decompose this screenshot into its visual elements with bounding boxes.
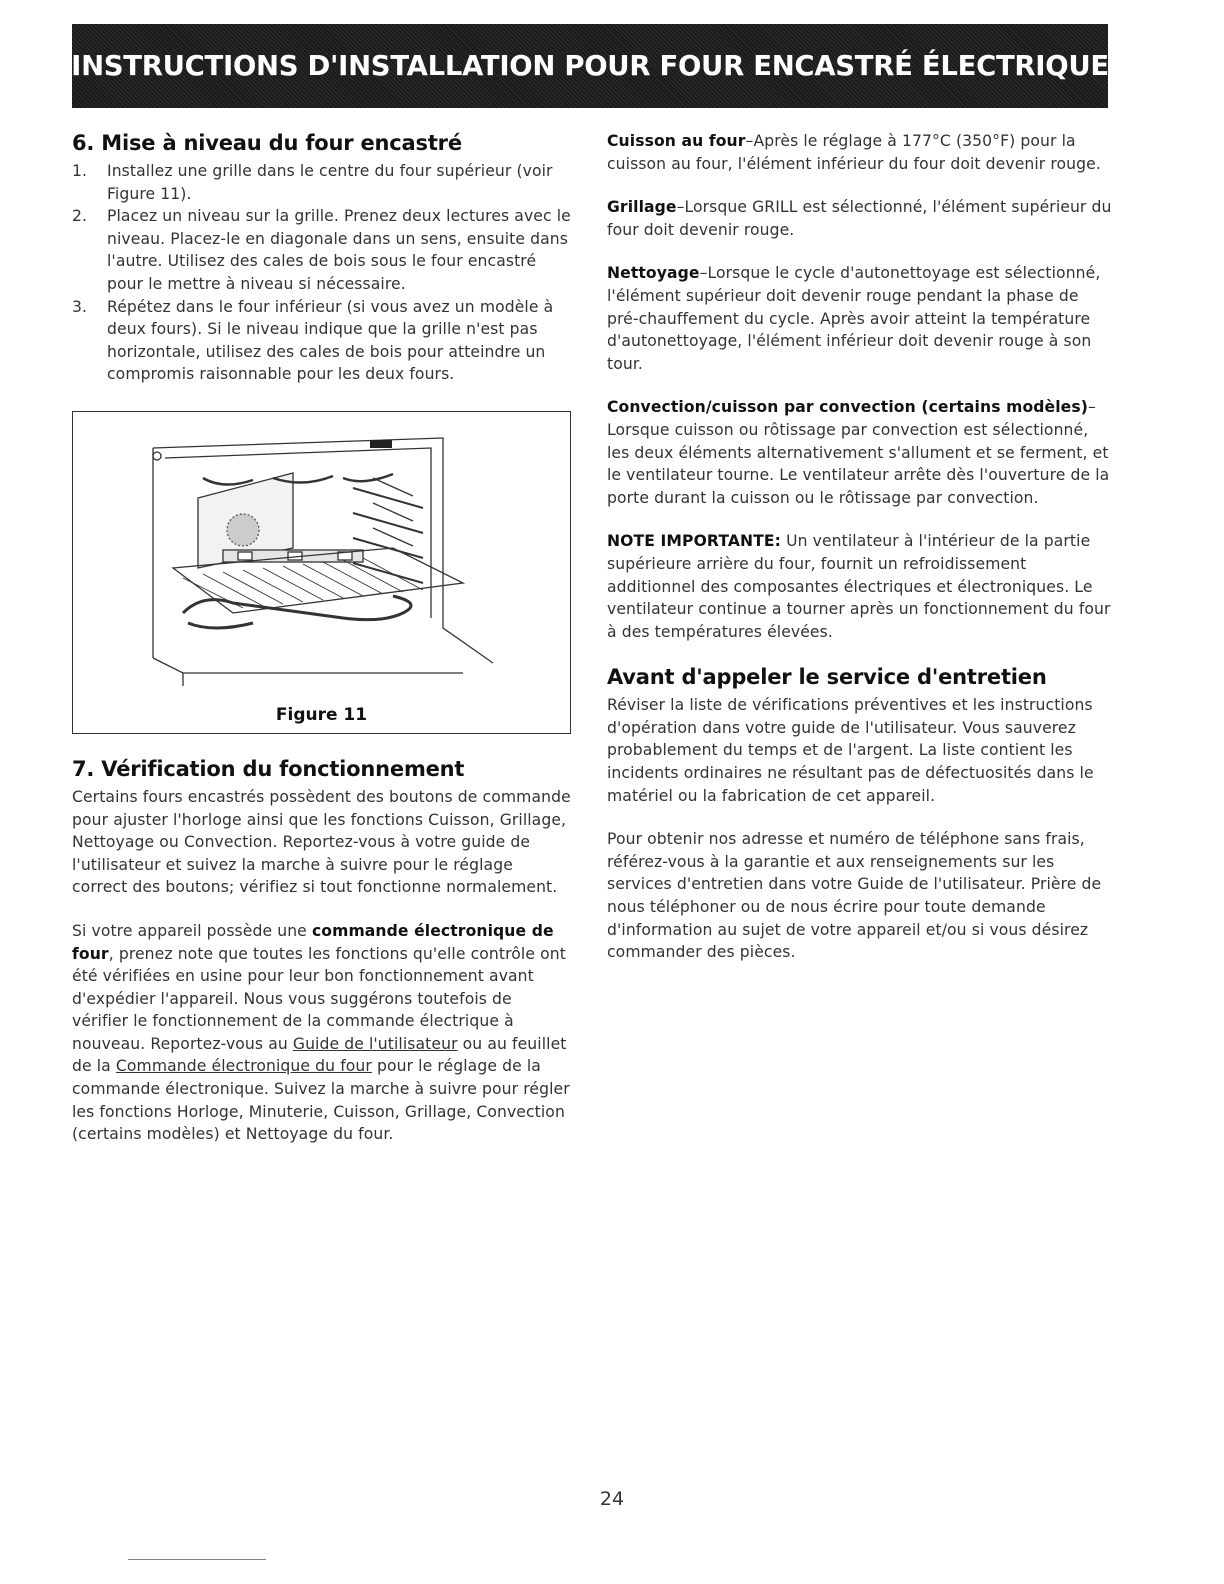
user-guide-link: Guide de l'utilisateur xyxy=(292,1034,458,1053)
electronic-control-link: Commande électronique du four xyxy=(115,1057,372,1076)
step-1: 1. Installez une grille dans le centre du four supérieur (voir Figure 11). xyxy=(72,162,553,203)
step-2: 2. Placez un niveau sur la grille. Prenez deux lectures avec le niveau. Placez-le en diagonale dans un sens, ensuite dans l'autre. Utilisez des cales de bois sous le four encastré pour le mettre à niveau si nécessaire. xyxy=(72,207,571,293)
cuisson-paragraph: Cuisson au four–Après le réglage à 177°C (350°F) pour la cuisson au four, l'élément inférieur du four doit devenir rouge. xyxy=(607,132,1101,173)
service-paragraph-2: Pour obtenir nos adresse et numéro de téléphone sans frais, référez-vous à la garantie et aux renseignements sur les services d'entretien dans votre Guide de l'utilisateur. Prière de nous téléphoner ou de nous écrire pour toute demande d'information au sujet de votre appareil et/ou si vous désirez commander des pièces. xyxy=(607,830,1102,962)
grillage-paragraph: Grillage–Lorsque GRILL est sélectionné, l'élément supérieur du four doit devenir rouge. xyxy=(607,198,1112,239)
convection-paragraph: Convection/cuisson par convection (certains modèles)–Lorsque cuisson ou rôtissage par convection est sélectionné, les deux éléments alternativement s'allument et se ferment, et le ventilateur tourne. Le ventilateur arrête dès l'ouverture de la porte durant la cuisson ou le rôtissage par convection. xyxy=(607,398,1110,507)
service-section-title: Avant d'appeler le service d'entretien xyxy=(607,665,1047,690)
nettoyage-paragraph: Nettoyage–Lorsque le cycle d'autonettoyage est sélectionné, l'élément supérieur doit devenir rouge pendant la phase de pré-chauffement du cycle. Après avoir atteint la température d'autonettoyage, l'élément inférieur doit devenir rouge à son tour. xyxy=(607,264,1101,373)
oven-rack-illustration xyxy=(143,418,503,688)
banner-title: INSTRUCTIONS D'INSTALLATION POUR FOUR ENCASTRÉ ÉLECTRIQUE xyxy=(71,50,1109,82)
step-3: 3. Répétez dans le four inférieur (si vous avez un modèle à deux fours). Si le niveau indique que la grille n'est pas horizontale, utilisez des cales de bois pour atteindre un compromis raisonnable pour les deux fours. xyxy=(72,297,554,384)
figure-11-box xyxy=(72,411,571,734)
page-number: 24 xyxy=(599,1488,625,1510)
note-paragraph: NOTE IMPORTANTE: Un ventilateur à l'intérieur de la partie supérieure arrière du four, fournit un refroidissement additionnel des composantes électriques et électroniques. Le ventilateur continue a tourner après un fonctionnement du four à des températures élevées. xyxy=(607,532,1111,641)
right-column xyxy=(607,130,1112,964)
leveling-steps xyxy=(72,160,572,386)
footer-line xyxy=(128,1559,266,1560)
service-paragraph-1: Réviser la liste de vérifications préventives et les instructions d'opération dans votre guide de l'utilisateur. Vous sauverez probablement du temps et de l'argent. La liste contient les incidents ordinaires ne résultant pas de défectuosités dans le matériel ou la fabrication de cet appareil. xyxy=(607,696,1094,805)
page-banner xyxy=(72,24,1108,108)
left-column xyxy=(72,130,572,1146)
section-7-paragraph-2: Si votre appareil possède une commande électronique de four, prenez note que toutes les fonctions qu'elle contrôle ont été vérifiées en usine pour leur bon fonctionnement avant d'expédier l'appareil. Nous vous suggérons toutefois de vérifier le fonctionnement de la commande électrique à nouveau. Reportez-vous au Guide de l'utilisateur ou au feuillet de la Commande électronique du four pour le réglage de la commande électronique. Suivez la marche à suivre pour régler les fonctions Horloge, Minuterie, Cuisson, Grillage, Convection (certains modèles) et Nettoyage du four. xyxy=(72,921,570,1144)
section-6-title: 6. Mise à niveau du four encastré xyxy=(72,131,462,155)
figure-caption: Figure 11 xyxy=(275,704,368,725)
section-7-title: 7. Vérification du fonctionnement xyxy=(72,756,465,781)
service-section xyxy=(607,664,1112,964)
section-7-paragraph-1: Certains fours encastrés possèdent des boutons de commande pour ajuster l'horloge ainsi que les fonctions Cuisson, Grillage, Nettoyage ou Convection. Reportez-vous à votre guide de l'utilisateur et suivez la marche à suivre pour le réglage correct des boutons; vérifiez si tout fonctionne normalement. xyxy=(72,787,571,897)
section-7 xyxy=(72,756,572,1146)
